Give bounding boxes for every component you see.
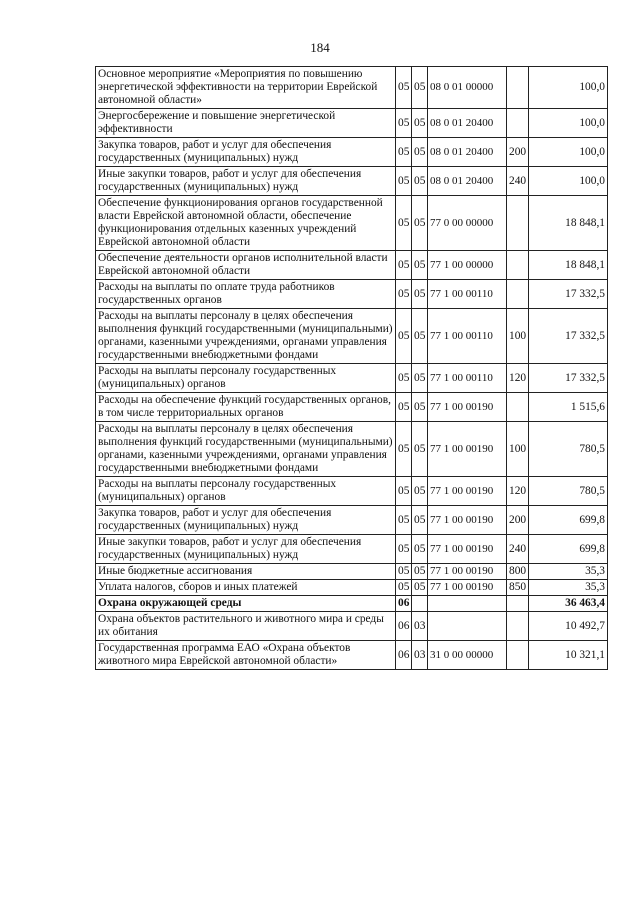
expense-type-cell	[507, 67, 529, 109]
section-code-cell: 05	[396, 280, 412, 309]
target-article-cell: 77 1 00 00190	[428, 477, 507, 506]
amount-cell: 780,5	[529, 422, 608, 477]
amount-cell: 18 848,1	[529, 196, 608, 251]
target-article-cell: 08 0 01 20400	[428, 167, 507, 196]
amount-cell: 35,3	[529, 580, 608, 596]
row-name-cell: Расходы на выплаты персоналу государственных (муниципальных) органов	[96, 477, 396, 506]
target-article-cell: 77 1 00 00110	[428, 280, 507, 309]
table-row	[96, 138, 608, 167]
amount-cell: 17 332,5	[529, 309, 608, 364]
table-row	[96, 596, 608, 612]
target-article-cell: 08 0 01 20400	[428, 109, 507, 138]
expense-type-cell	[507, 641, 529, 670]
row-name-cell: Расходы на выплаты персоналу в целях обеспечения выполнения функций государственными (муниципальными) органами, казенными учреждениями, органами управления государственными внебюджетными фондами	[96, 422, 396, 477]
section-code-cell: 05	[396, 138, 412, 167]
row-name-cell: Обеспечение функционирования органов государственной власти Еврейской автономной области, обеспечение функционирования отдельных казенных учреждений Еврейской автономной области	[96, 196, 396, 251]
amount-cell: 10 321,1	[529, 641, 608, 670]
section-code-cell: 05	[396, 309, 412, 364]
expense-type-cell: 800	[507, 564, 529, 580]
table-row	[96, 641, 608, 670]
row-name-cell: Охрана окружающей среды	[96, 596, 396, 612]
table-row	[96, 477, 608, 506]
row-name-cell: Иные бюджетные ассигнования	[96, 564, 396, 580]
row-name-cell: Охрана объектов растительного и животного мира и среды их обитания	[96, 612, 396, 641]
subsection-code-cell: 03	[412, 612, 428, 641]
section-code-cell: 05	[396, 364, 412, 393]
page-number: 184	[310, 40, 330, 55]
expense-type-cell: 120	[507, 477, 529, 506]
table-row	[96, 109, 608, 138]
target-article-cell: 77 1 00 00110	[428, 364, 507, 393]
subsection-code-cell: 05	[412, 167, 428, 196]
target-article-cell: 77 1 00 00000	[428, 251, 507, 280]
subsection-code-cell: 05	[412, 364, 428, 393]
amount-cell: 100,0	[529, 167, 608, 196]
expense-type-cell	[507, 596, 529, 612]
expense-type-cell: 850	[507, 580, 529, 596]
row-name-cell: Обеспечение деятельности органов исполнительной власти Еврейской автономной области	[96, 251, 396, 280]
table-row	[96, 364, 608, 393]
row-name-cell: Расходы на выплаты по оплате труда работников государственных органов	[96, 280, 396, 309]
section-code-cell: 05	[396, 564, 412, 580]
row-name-cell: Иные закупки товаров, работ и услуг для обеспечения государственных (муниципальных) нужд	[96, 535, 396, 564]
expense-type-cell: 200	[507, 506, 529, 535]
amount-cell: 18 848,1	[529, 251, 608, 280]
subsection-code-cell: 05	[412, 393, 428, 422]
target-article-cell	[428, 612, 507, 641]
table-row	[96, 309, 608, 364]
subsection-code-cell	[412, 596, 428, 612]
subsection-code-cell: 03	[412, 641, 428, 670]
section-code-cell: 05	[396, 109, 412, 138]
table-row	[96, 280, 608, 309]
amount-cell: 699,8	[529, 535, 608, 564]
expense-type-cell	[507, 280, 529, 309]
amount-cell: 100,0	[529, 138, 608, 167]
row-name-cell: Государственная программа ЕАО «Охрана объектов животного мира Еврейской автономной области»	[96, 641, 396, 670]
amount-cell: 780,5	[529, 477, 608, 506]
section-code-cell: 06	[396, 596, 412, 612]
amount-cell: 699,8	[529, 506, 608, 535]
section-code-cell: 05	[396, 477, 412, 506]
table-row	[96, 167, 608, 196]
section-code-cell: 05	[396, 67, 412, 109]
row-name-cell: Энергосбережение и повышение энергетической эффективности	[96, 109, 396, 138]
table-row	[96, 564, 608, 580]
subsection-code-cell: 05	[412, 309, 428, 364]
subsection-code-cell: 05	[412, 138, 428, 167]
budget-table	[95, 66, 608, 670]
section-code-cell: 05	[396, 506, 412, 535]
row-name-cell: Расходы на выплаты персоналу государственных (муниципальных) органов	[96, 364, 396, 393]
subsection-code-cell: 05	[412, 564, 428, 580]
section-code-cell: 05	[396, 393, 412, 422]
target-article-cell: 77 1 00 00190	[428, 535, 507, 564]
table-row	[96, 612, 608, 641]
subsection-code-cell: 05	[412, 580, 428, 596]
amount-cell: 100,0	[529, 109, 608, 138]
table-row	[96, 251, 608, 280]
subsection-code-cell: 05	[412, 506, 428, 535]
expense-type-cell	[507, 109, 529, 138]
amount-cell: 1 515,6	[529, 393, 608, 422]
expense-type-cell	[507, 196, 529, 251]
target-article-cell	[428, 596, 507, 612]
target-article-cell: 08 0 01 20400	[428, 138, 507, 167]
table-row	[96, 67, 608, 109]
table-row	[96, 535, 608, 564]
amount-cell: 17 332,5	[529, 280, 608, 309]
subsection-code-cell: 05	[412, 477, 428, 506]
table-row	[96, 393, 608, 422]
target-article-cell: 77 0 00 00000	[428, 196, 507, 251]
amount-cell: 35,3	[529, 564, 608, 580]
table-row	[96, 580, 608, 596]
section-code-cell: 05	[396, 196, 412, 251]
target-article-cell: 31 0 00 00000	[428, 641, 507, 670]
subsection-code-cell: 05	[412, 67, 428, 109]
section-code-cell: 05	[396, 580, 412, 596]
row-name-cell: Иные закупки товаров, работ и услуг для обеспечения государственных (муниципальных) нужд	[96, 167, 396, 196]
section-code-cell: 05	[396, 167, 412, 196]
section-code-cell: 05	[396, 251, 412, 280]
amount-cell: 100,0	[529, 67, 608, 109]
target-article-cell: 77 1 00 00190	[428, 422, 507, 477]
section-code-cell: 06	[396, 612, 412, 641]
subsection-code-cell: 05	[412, 280, 428, 309]
target-article-cell: 77 1 00 00190	[428, 393, 507, 422]
table-row	[96, 422, 608, 477]
section-code-cell: 06	[396, 641, 412, 670]
expense-type-cell	[507, 251, 529, 280]
expense-type-cell	[507, 393, 529, 422]
row-name-cell: Основное мероприятие «Мероприятия по повышению энергетической эффективности на территории Еврейской автономной области»	[96, 67, 396, 109]
target-article-cell: 77 1 00 00190	[428, 564, 507, 580]
expense-type-cell: 100	[507, 422, 529, 477]
expense-type-cell: 240	[507, 535, 529, 564]
row-name-cell: Закупка товаров, работ и услуг для обеспечения государственных (муниципальных) нужд	[96, 138, 396, 167]
section-code-cell: 05	[396, 422, 412, 477]
expense-type-cell: 200	[507, 138, 529, 167]
target-article-cell: 77 1 00 00190	[428, 580, 507, 596]
budget-table-body	[96, 67, 608, 670]
amount-cell: 17 332,5	[529, 364, 608, 393]
subsection-code-cell: 05	[412, 535, 428, 564]
target-article-cell: 77 1 00 00190	[428, 506, 507, 535]
section-code-cell: 05	[396, 535, 412, 564]
row-name-cell: Закупка товаров, работ и услуг для обеспечения государственных (муниципальных) нужд	[96, 506, 396, 535]
amount-cell: 36 463,4	[529, 596, 608, 612]
subsection-code-cell: 05	[412, 196, 428, 251]
subsection-code-cell: 05	[412, 109, 428, 138]
subsection-code-cell: 05	[412, 251, 428, 280]
expense-type-cell: 240	[507, 167, 529, 196]
table-row	[96, 506, 608, 535]
expense-type-cell: 120	[507, 364, 529, 393]
row-name-cell: Расходы на выплаты персоналу в целях обеспечения выполнения функций государственными (муниципальными) органами, казенными учреждениями, органами управления государственными внебюджетными фондами	[96, 309, 396, 364]
row-name-cell: Уплата налогов, сборов и иных платежей	[96, 580, 396, 596]
target-article-cell: 08 0 01 00000	[428, 67, 507, 109]
amount-cell: 10 492,7	[529, 612, 608, 641]
target-article-cell: 77 1 00 00110	[428, 309, 507, 364]
expense-type-cell	[507, 612, 529, 641]
expense-type-cell: 100	[507, 309, 529, 364]
row-name-cell: Расходы на обеспечение функций государственных органов, в том числе территориальных органов	[96, 393, 396, 422]
subsection-code-cell: 05	[412, 422, 428, 477]
table-row	[96, 196, 608, 251]
